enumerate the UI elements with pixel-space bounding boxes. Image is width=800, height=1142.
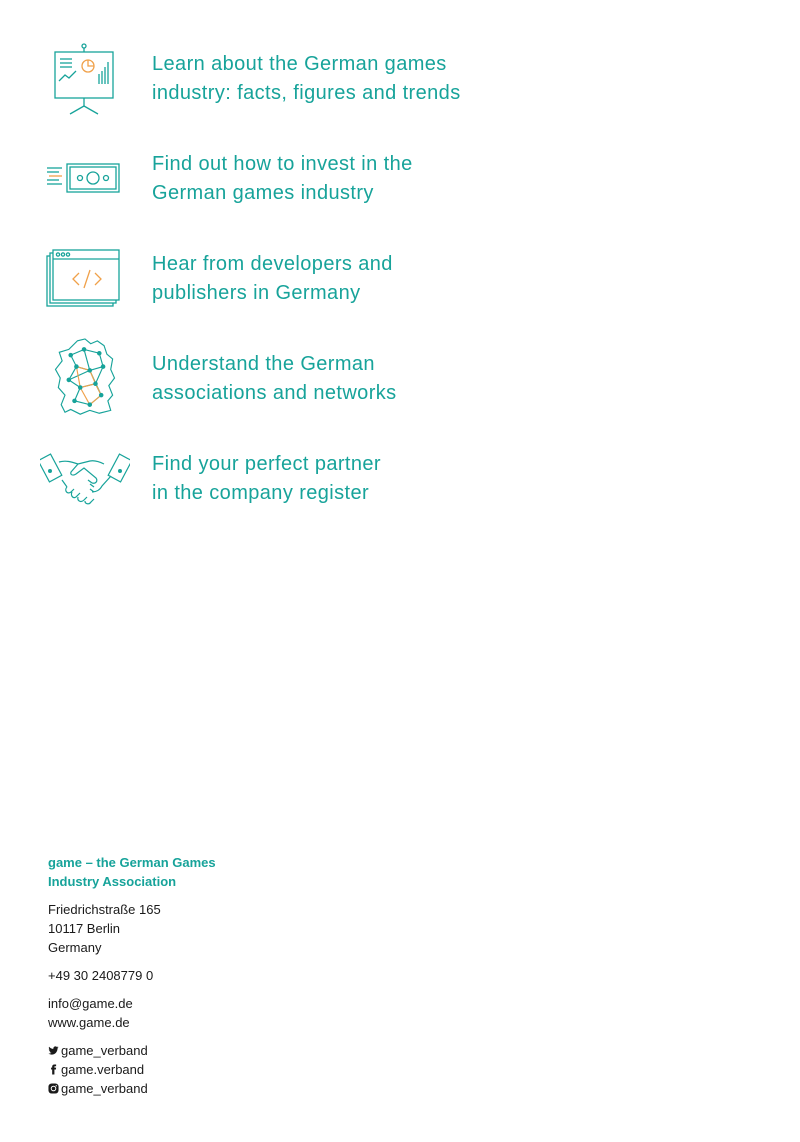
feature-associations — [40, 338, 560, 418]
instagram-handle: game_verband — [61, 1081, 148, 1096]
feature-partner — [40, 440, 560, 520]
address-line: Friedrichstraße 165 — [48, 902, 161, 917]
feature-facts-figures — [40, 40, 560, 120]
feature-line: industry: facts, figures and trends — [152, 82, 461, 104]
banknote-icon — [40, 140, 130, 220]
feature-invest — [40, 140, 560, 220]
feature-developers — [40, 240, 560, 320]
feature-text — [152, 450, 552, 508]
feature-line: Find your perfect partner — [152, 453, 381, 475]
feature-line: German games industry — [152, 182, 374, 204]
contact-footer — [48, 853, 368, 1098]
facebook-handle: game.verband — [61, 1062, 145, 1077]
organization-name-line: Industry Association — [48, 874, 177, 889]
address-line: 10117 Berlin — [48, 921, 121, 936]
feature-text — [152, 50, 552, 108]
code-window-icon — [40, 240, 130, 320]
facebook-icon — [48, 1064, 59, 1075]
feature-line: Understand the German — [152, 353, 375, 375]
feature-line: in the company register — [152, 482, 370, 504]
feature-line: Find out how to invest in the — [152, 153, 413, 175]
email-link[interactable]: info@game.de — [48, 996, 133, 1011]
germany-network-map-icon — [40, 338, 130, 418]
social-twitter[interactable] — [48, 1041, 368, 1060]
web-contact — [48, 994, 368, 1032]
twitter-icon — [48, 1045, 59, 1056]
instagram-icon — [48, 1083, 59, 1094]
organization-name — [48, 853, 368, 891]
feature-line: associations and networks — [152, 382, 397, 404]
handshake-icon — [40, 440, 130, 520]
phone-number: +49 30 2408779 0 — [48, 968, 154, 983]
feature-text — [152, 250, 552, 308]
postal-address — [48, 900, 368, 957]
feature-text — [152, 350, 552, 408]
twitter-handle: game_verband — [61, 1043, 148, 1058]
address-line: Germany — [48, 940, 102, 955]
feature-line: publishers in Germany — [152, 282, 361, 304]
organization-name-line: game – the German Games — [48, 855, 216, 870]
feature-text — [152, 150, 552, 208]
feature-line: Hear from developers and — [152, 253, 393, 275]
social-instagram[interactable] — [48, 1079, 368, 1098]
feature-line: Learn about the German games — [152, 53, 447, 75]
social-facebook[interactable] — [48, 1060, 368, 1079]
website-link[interactable]: www.game.de — [48, 1015, 130, 1030]
presentation-chart-icon — [40, 40, 130, 120]
